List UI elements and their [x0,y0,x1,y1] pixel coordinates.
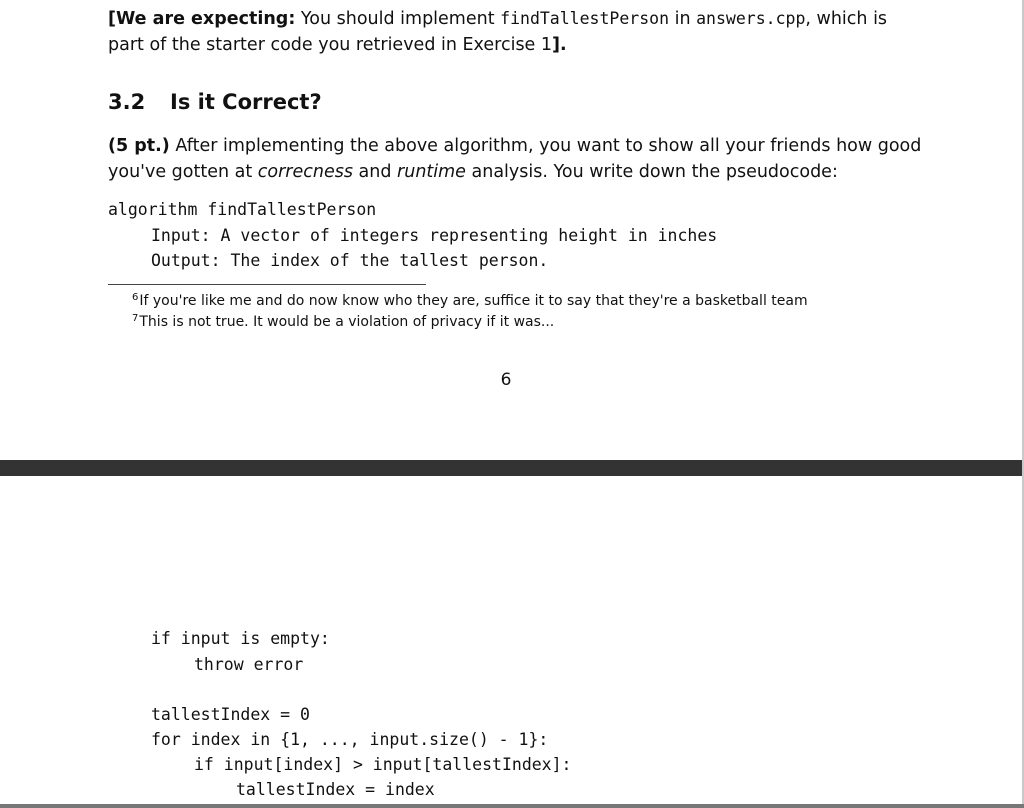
footnote-text: This is not true. It would be a violation of privacy if it was... [139,314,555,330]
intro-line-1 [108,133,922,159]
emphasis-runtime: runtime [397,162,466,182]
intro-paragraph [108,133,922,185]
intro-line-2 [108,159,908,185]
page-number: 6 [500,370,512,390]
expecting-label: We are expecting: [116,9,296,29]
function-name-code: findTallestPerson [500,9,670,28]
pseudocode-line: throw error [194,655,304,674]
emphasis-correctness: correcness [257,162,353,182]
section-title: Is it Correct? [170,90,322,114]
expecting-bracket-close: ]. [552,35,567,55]
viewer-bottom-edge [0,804,1024,808]
expecting-text-4: part of the starter code you retrieved in Exercise 1 [108,35,553,55]
section-heading [108,90,322,114]
pseudocode-line: algorithm findTallestPerson [108,200,377,219]
pseudocode-line: Output: The index of the tallest person. [151,251,549,270]
footnote-7 [132,309,554,332]
points-label: (5 pt.) [108,136,170,156]
pseudocode-line: tallestIndex = 0 [151,705,310,724]
footnote-rule [108,284,426,285]
pseudocode-line: if input[index] > input[tallestIndex]: [194,755,572,774]
pseudocode-line: tallestIndex = index [236,780,435,799]
pseudocode-line: for index in {1, ..., input.size() - 1}: [151,730,549,749]
intro-text-2: you've gotten at [108,162,258,182]
section-number: 3.2 [108,90,146,114]
expecting-line-1 [108,6,908,32]
pseudocode-line: Input: A vector of integers representing height in inches [151,226,718,245]
intro-text-3: and [352,162,398,182]
page-separator [0,460,1024,476]
expecting-bracket-open: [ [108,9,116,29]
expecting-line-2 [108,32,908,58]
expecting-text-1: You should implement [295,9,501,29]
intro-text-1: After implementing the above algorithm, you want to show all your friends how good [169,136,922,156]
footnote-mark: 6 [132,292,139,303]
pseudocode-line: if input is empty: [151,629,330,648]
expecting-text-3: , which is [805,9,888,29]
expecting-paragraph [108,6,908,58]
intro-text-4: analysis. You write down the pseudocode: [465,162,838,182]
document-page-7 [0,476,1024,808]
footnote-text: If you're like me and do now know who they are, suffice it to say that they're a basketball team [139,293,808,309]
footnote-6 [132,288,808,311]
expecting-text-2: in [669,9,697,29]
footnote-mark: 7 [132,313,139,324]
file-name-code: answers.cpp [696,9,806,28]
